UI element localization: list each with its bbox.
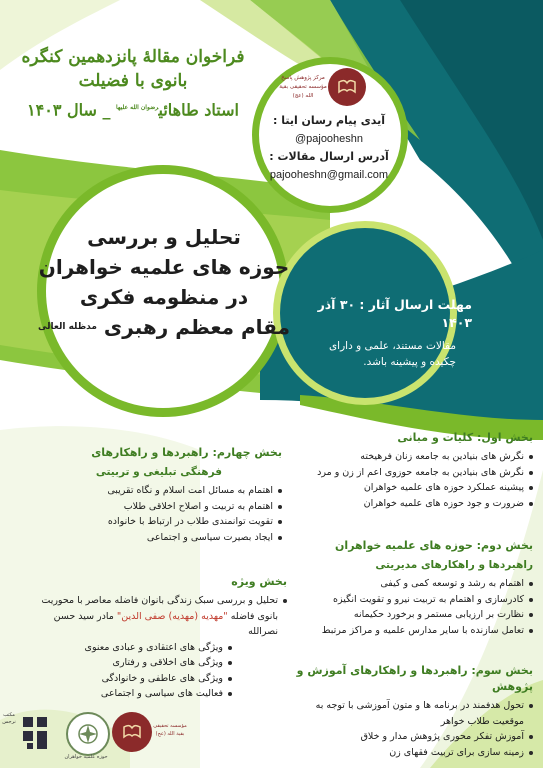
list-item: فعالیت های سیاسی و اجتماعی bbox=[25, 686, 232, 702]
geometric-emblem-icon bbox=[19, 713, 53, 753]
contact-info bbox=[262, 112, 396, 184]
section-3 bbox=[295, 663, 533, 760]
headline-name: استاد طاهائی bbox=[158, 100, 239, 120]
list-item: ویژگی های عاطفی و خانوادگی bbox=[25, 671, 232, 687]
section-4 bbox=[30, 445, 282, 545]
list-item: اهتمام به رشد و توسعه کمی و کیفی bbox=[295, 576, 533, 592]
highlight-name: "مهدیه (مهدیه) صفی الدین" bbox=[116, 610, 228, 622]
main-title-line2: حوزه های علمیه خواهران bbox=[38, 255, 290, 279]
section-special bbox=[25, 574, 287, 702]
list-item: نظارت بر ارزیابی مستمر و برخورد حکیمانه bbox=[295, 607, 533, 623]
institute-logo-caption: مرکز پژوهش پاسخ مؤسسه تحقیقی بقیة الله (عج) bbox=[279, 75, 327, 99]
section-2-list bbox=[295, 576, 533, 638]
eitaa-id-label: آیدی پیام رسان ایتا : bbox=[272, 114, 386, 127]
footer-logo-3 bbox=[16, 710, 56, 756]
headline-year: _ سال ۱۴۰۳ bbox=[27, 100, 111, 120]
main-title-honorific: مدظله العالی bbox=[38, 322, 97, 332]
main-title-line4: مقام معظم رهبری $^{مدظله العالی}$ bbox=[38, 315, 290, 339]
section-special-list bbox=[25, 640, 232, 702]
rosette-emblem-icon bbox=[75, 721, 101, 747]
footer-logo-2 bbox=[66, 712, 110, 756]
list-item: ایجاد بصیرت سیاسی و اجتماعی bbox=[30, 530, 282, 546]
headline-line1: فراخوان مقالۀ پانزدهمین کنگره بانوی با فضیلت bbox=[21, 47, 245, 91]
list-item: ویژگی های اخلاقی و رفتاری bbox=[25, 655, 232, 671]
section-1-list bbox=[295, 449, 533, 511]
list-item: پیشینه عملکرد حوزه های علمیه خواهران bbox=[295, 480, 533, 496]
main-title-line3: در منظومه فکری bbox=[79, 285, 249, 309]
section-2-title: بخش دوم: حوزه های علمیه خواهران bbox=[335, 539, 533, 552]
list-item: اهتمام به تربیت و اصلاح اخلاقی طلاب bbox=[30, 499, 282, 515]
footer-logo-1 bbox=[112, 712, 152, 752]
section-special-title: بخش ویژه bbox=[231, 575, 287, 588]
list-item: تحلیل و بررسی سبک زندگی بانوان فاضله معاصر با محوریت بانوی فاضله "مهدیه (مهدیه) صفی الدین" مادر سید حسن نصرالله bbox=[25, 593, 287, 640]
headline-honorific: رضوان الله علیها bbox=[116, 104, 159, 111]
email-label: آدرس ارسال مقالات : bbox=[269, 150, 389, 163]
main-title-line1: تحلیل و بررسی bbox=[87, 225, 241, 249]
section-special-intro bbox=[25, 593, 287, 640]
list-item: اهتمام به مسائل امت اسلام و نگاه تقریبی bbox=[30, 483, 282, 499]
section-3-list bbox=[295, 698, 533, 760]
main-title bbox=[36, 222, 292, 342]
institute-logo bbox=[328, 68, 366, 106]
list-item: تقویت توانمندی طلاب در ارتباط با خانواده bbox=[30, 514, 282, 530]
list-item: نگرش های بنیادین به جامعه حوزوی اعم از زن و مرد bbox=[295, 465, 533, 481]
headline bbox=[18, 45, 248, 121]
list-item: کادرسازی و اهتمام به تربیت نیرو و تقویت انگیزه bbox=[295, 592, 533, 608]
headline-line2 bbox=[18, 97, 248, 121]
book-emblem-icon bbox=[335, 75, 359, 99]
list-item: تحول هدفمند در برنامه ها و متون آموزشی با توجه به موقعیت طلاب خواهر bbox=[295, 698, 533, 729]
email-value[interactable]: pajooheshn@gmail.com bbox=[269, 169, 389, 181]
book-emblem-icon bbox=[120, 720, 144, 744]
footer-logo-2-caption: حوزه علمیه خواهران bbox=[64, 754, 108, 760]
section-2-subtitle: راهبردها و راهکارهای مدیریتی bbox=[375, 559, 533, 571]
list-item: آموزش تفکر محوری پژوهش مدار و خلاق bbox=[295, 729, 533, 745]
section-4-title: بخش چهارم: راهبردها و راهکارهای bbox=[91, 446, 282, 459]
list-item: تعامل سازنده با سایر مدارس علمیه و مراکز مرتبط bbox=[295, 623, 533, 639]
eitaa-id-value[interactable]: @pajooheshn bbox=[294, 133, 364, 145]
section-1 bbox=[295, 430, 533, 511]
section-4-subtitle: فرهنگی تبلیغی و تربیتی bbox=[95, 466, 222, 478]
deadline-label: مهلت ارسال آثار : ۳۰ آذر ۱۴۰۳ bbox=[317, 297, 472, 330]
list-item: ضرورت و جود حوزه های علمیه خواهران bbox=[295, 496, 533, 512]
deadline-box bbox=[300, 296, 472, 370]
section-1-title: بخش اول: کلیات و مبانی bbox=[397, 431, 533, 444]
footer-logo-1-caption: مؤسسه تحقیقی بقیة الله (عج) bbox=[153, 723, 187, 737]
section-2 bbox=[295, 538, 533, 638]
section-4-list bbox=[30, 483, 282, 545]
deadline-note: مقالات مستند، علمی و دارای چکیده و پیشینه باشد. bbox=[328, 340, 456, 368]
section-3-title: بخش سوم: راهبردها و راهکارهای آموزش و پژوهش bbox=[296, 664, 533, 693]
list-item: زمینه سازی برای تربیت فقهای زن bbox=[295, 745, 533, 761]
list-item: نگرش های بنیادین به جامعه زنان فرهیخته bbox=[295, 449, 533, 465]
footer-logo-3-caption: مکتب نرجس bbox=[2, 712, 16, 725]
list-item: ویژگی های اعتقادی و عبادی معنوی bbox=[25, 640, 232, 656]
